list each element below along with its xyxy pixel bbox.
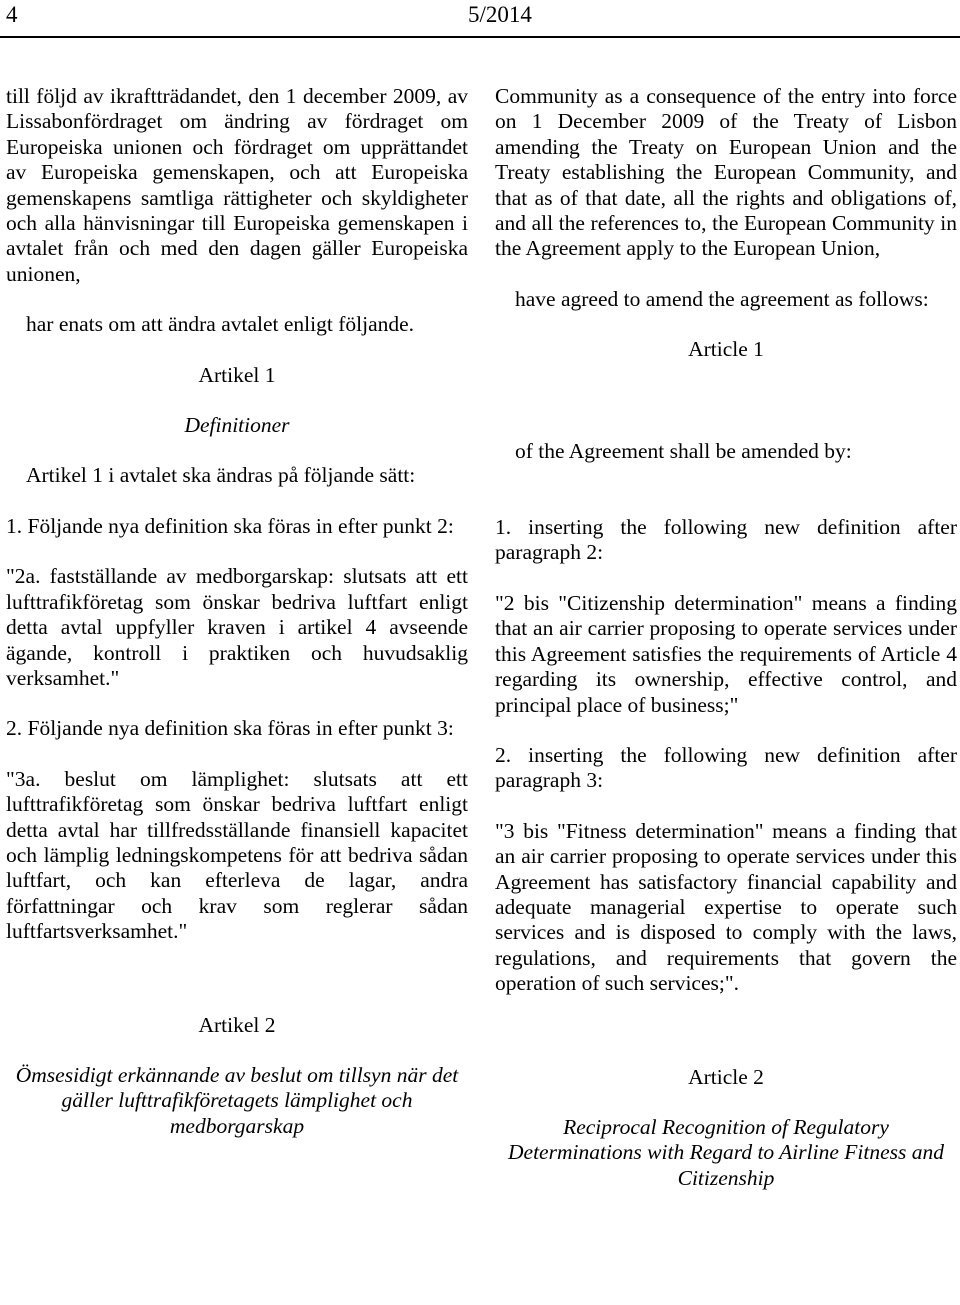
sv-item2: 2. Följande nya definition ska föras in efter punkt 3: (6, 716, 454, 741)
sv-item1: 1. Följande nya definition ska föras in efter punkt 2: (6, 513, 454, 538)
en-amend-intro: of the Agreement shall be amended by: (515, 438, 852, 463)
en-item2: 2. inserting the following new definition after paragraph 3: (495, 742, 957, 793)
sv-agreed-paragraph: har enats om att ändra avtalet enligt följande. (26, 312, 415, 337)
sv-definition-2a: "2a. fastställande av medborgarskap: slutsats att ett lufttrafikföretag som önskar bedriva luftfart enligt detta avtal uppfyller kraven i artikel 4 avseende ägande, kontroll i praktiken och huvudsaklig verksamhet." (6, 564, 468, 690)
header-rule (0, 36, 960, 38)
sv-amend-intro: Artikel 1 i avtalet ska ändras på följande sätt: (26, 463, 416, 488)
en-item1: 1. inserting the following new definition after paragraph 2: (495, 515, 957, 565)
english-column (495, 84, 957, 1191)
sv-article1-title: Definitioner (184, 413, 290, 438)
en-article2-title: Reciprocal Recognition of Regulatory Determinations with Regard to Airline Fitness and Citizenship (508, 1114, 944, 1190)
en-article1-heading: Article 1 (688, 337, 764, 362)
en-definition-2bis: "2 bis "Citizenship determination" means a finding that an air carrier proposing to operate services under this Agreement satisfies the requirements of Article 4 regarding its ownership, effective control, and principal place of business;" (495, 590, 957, 717)
page-number: 4 (6, 2, 18, 27)
sv-definition-3a: "3a. beslut om lämplighet: slutsats att ett lufttrafikföretag som önskar bedriva luftfart enligt detta avtal har tillfredsställande finansiell kapacitet och lämplig ledningskompetens för att bedriva sådan luftfart, och kan efterleva de lagar, andra författningar och krav som reglerar sådan luftfartsverksamhet." (6, 766, 468, 944)
sv-intro-paragraph: till följd av ikraftträdandet, den 1 december 2009, av Lissabonfördraget om ändring av fördraget om Europeiska unionen och fördraget om upprättandet av Europeiska gemenskapen, och att Europeiska gemenskapens samtliga rättigheter och skyldigheter och alla hänvisningar till Europeiska gemenskapen i avtalet från och med den dagen gäller Europeiska unionen, (6, 84, 468, 286)
sv-article2-title: Ömsesidigt erkännande av beslut om tillsyn när det gäller lufttrafikföretagets lämplighet och medborgarskap (15, 1062, 459, 1138)
issue-number: 5/2014 (468, 2, 532, 27)
sv-article2-heading: Artikel 2 (198, 1012, 276, 1037)
sv-article1-heading: Artikel 1 (198, 362, 276, 387)
en-intro-paragraph: Community as a consequence of the entry into force on 1 December 2009 of the Treaty of Lisbon amending the Treaty on European Union and the Treaty establishing the European Community, and that as of that date, all the rights and obligations of, and all the references to, the European Community in the Agreement apply to the European Union, (495, 84, 957, 261)
swedish-column (6, 84, 468, 1139)
en-agreed-paragraph: have agreed to amend the agreement as follows: (515, 286, 929, 311)
en-article2-heading: Article 2 (688, 1064, 764, 1089)
en-definition-3bis: "3 bis "Fitness determination" means a finding that an air carrier proposing to operate services under this Agreement has satisfactory financial capability and adequate managerial expertise to operate such services and is disposed to comply with the laws, regulations, and requirements that govern the operation of such services;". (495, 818, 957, 996)
